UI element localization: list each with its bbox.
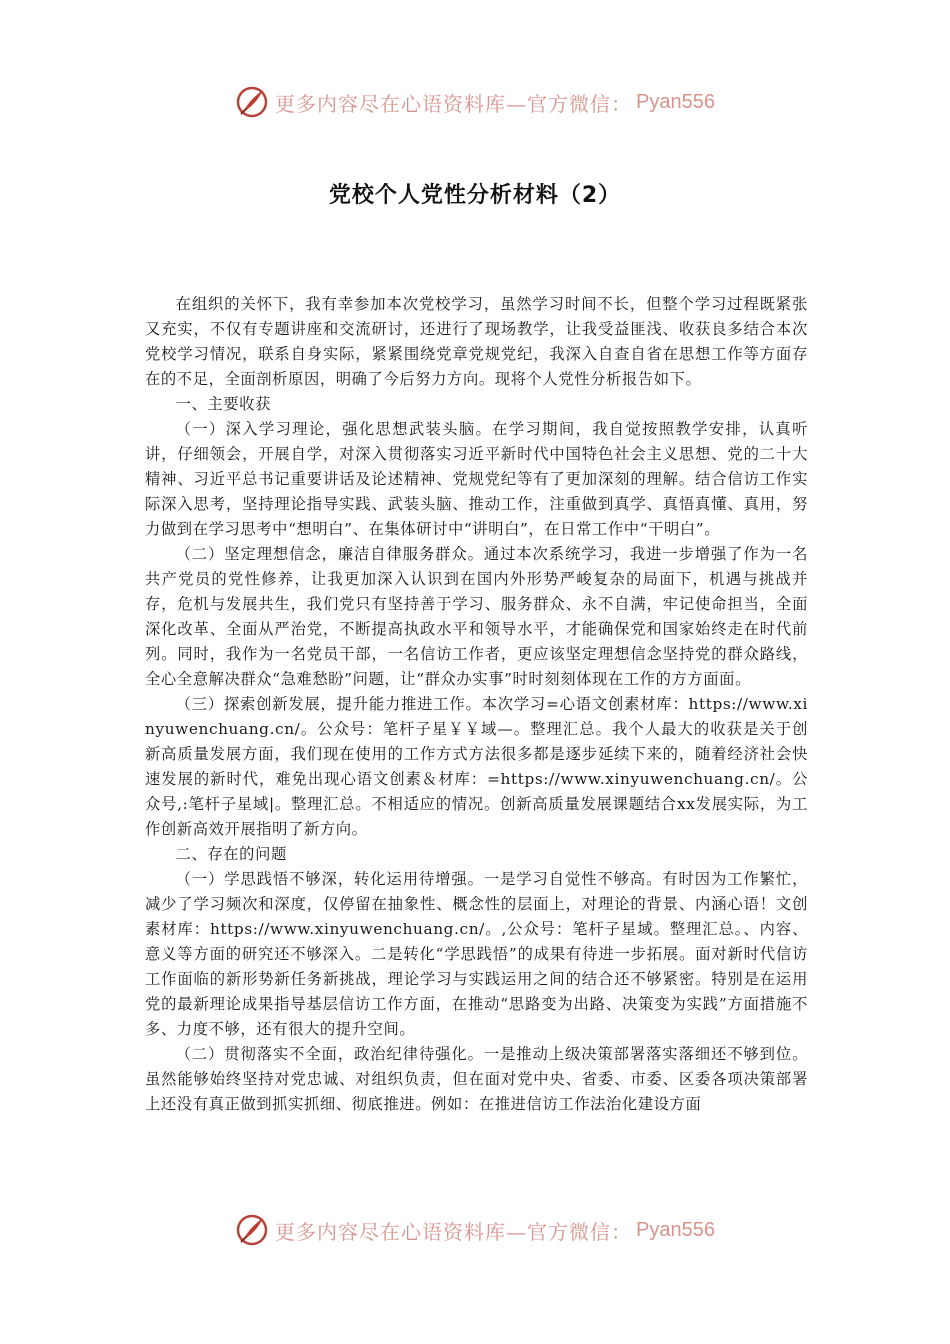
banner-wechat-id: Pyan556 xyxy=(636,90,715,113)
banner-text: 更多内容尽在心语资料库—官方微信： xyxy=(275,1219,633,1244)
document-body xyxy=(145,292,808,1117)
banner-wechat-id: Pyan556 xyxy=(636,1218,715,1241)
paragraph-1-1: （一）深入学习理论，强化思想武装头脑。在学习期间，我自觉按照教学安排，认真听讲，仔细领会，开展自学，对深入贯彻落实习近平新时代中国特色社会主义思想、党的二十大精神、习近平总书记重要讲话及论述精神、党规党纪等有了更加深刻的理解。结合信访工作实际深入思考，坚持理论指导实践、武装头脑、推动工作，注重做到真学、真悟真懂、真用，努力做到在学习思考中“想明白”、在集体研讨中“讲明白”，在日常工作中“干明白”。 xyxy=(145,420,808,538)
section-heading-2: 二、存在的问题 xyxy=(175,845,287,863)
quill-logo-icon xyxy=(235,1213,269,1247)
footer-banner xyxy=(0,1210,950,1250)
paragraph-2-1: （一）学思践悟不够深，转化运用待增强。一是学习自觉性不够高。有时因为工作繁忙，减少了学习频次和深度，仅停留在抽象性、概念性的层面上，对理论的背景、内涵心语！文创素材库：https://www.xinyuwenchuang.cn/。,公众号：笔杆子星域。整理汇总。、内容、意义等方面的研究还不够深入。二是转化“学思践悟”的成果有待进一步拓展。面对新时代信访工作面临的新形势新任务新挑战，理论学习与实践运用之间的结合还不够紧密。特别是在运用党的最新理论成果指导基层信访工作方面，在推动“思路变为出路、决策变为实践”方面措施不多、力度不够，还有很大的提升空间。 xyxy=(145,870,808,1038)
paragraph-intro: 在组织的关怀下，我有幸参加本次党校学习，虽然学习时间不长，但整个学习过程既紧张又充实，不仅有专题讲座和交流研讨，还进行了现场教学，让我受益匪浅、收获良多结合本次党校学习情况，联系自身实际，紧紧围绕党章党规党纪，我深入自查自省在思想工作等方面存在的不足，全面剖析原因，明确了今后努力方向。现将个人党性分析报告如下。 xyxy=(145,295,808,388)
paragraph-1-3: （三）探索创新发展，提升能力推进工作。本次学习=心语文创素材库：https://www.xinyuwenchuang.cn/。公众号：笔杆子星￥￥域—。整理汇总。我个人最大的收获是关于创新高质量发展方面，我们现在使用的工作方式方法很多都是逐步延续下来的，随着经济社会快速发展的新时代，难免出现心语文创素＆材库：=https://www.xinyuwenchuang.cn/。公众号,:笔杆子星域|。整理汇总。不相适应的情况。创新高质量发展课题结合xx发展实际，为工作创新高效开展指明了新方向。 xyxy=(145,695,808,838)
paragraph-1-2: （二）坚定理想信念，廉洁自律服务群众。通过本次系统学习，我进一步增强了作为一名共产党员的党性修养，让我更加深入认识到在国内外形势严峻复杂的局面下，机遇与挑战并存，危机与发展共生，我们党只有坚持善于学习、服务群众、永不自满，牢记使命担当，全面深化改革、全面从严治党，不断提高执政水平和领导水平，才能确保党和国家始终走在时代前列。同时，我作为一名党员干部，一名信访工作者，更应该坚定理想信念坚持党的群众路线，全心全意解决群众“急难愁盼”问题，让“群众办实事”时时刻刻体现在工作的方方面面。 xyxy=(145,545,808,688)
quill-logo-icon xyxy=(235,85,269,119)
banner-text: 更多内容尽在心语资料库—官方微信： xyxy=(275,91,633,116)
section-heading-1: 一、主要收获 xyxy=(175,395,271,413)
header-banner xyxy=(0,82,950,122)
paragraph-2-2: （二）贯彻落实不全面，政治纪律待强化。一是推动上级决策部署落实落细还不够到位。虽然能够始终坚持对党忠诚、对组织负责，但在面对党中央、省委、市委、区委各项决策部署上还没有真正做到抓实抓细、彻底推进。例如：在推进信访工作法治化建设方面 xyxy=(145,1045,808,1113)
document-title: 党校个人党性分析材料（2） xyxy=(328,183,622,208)
